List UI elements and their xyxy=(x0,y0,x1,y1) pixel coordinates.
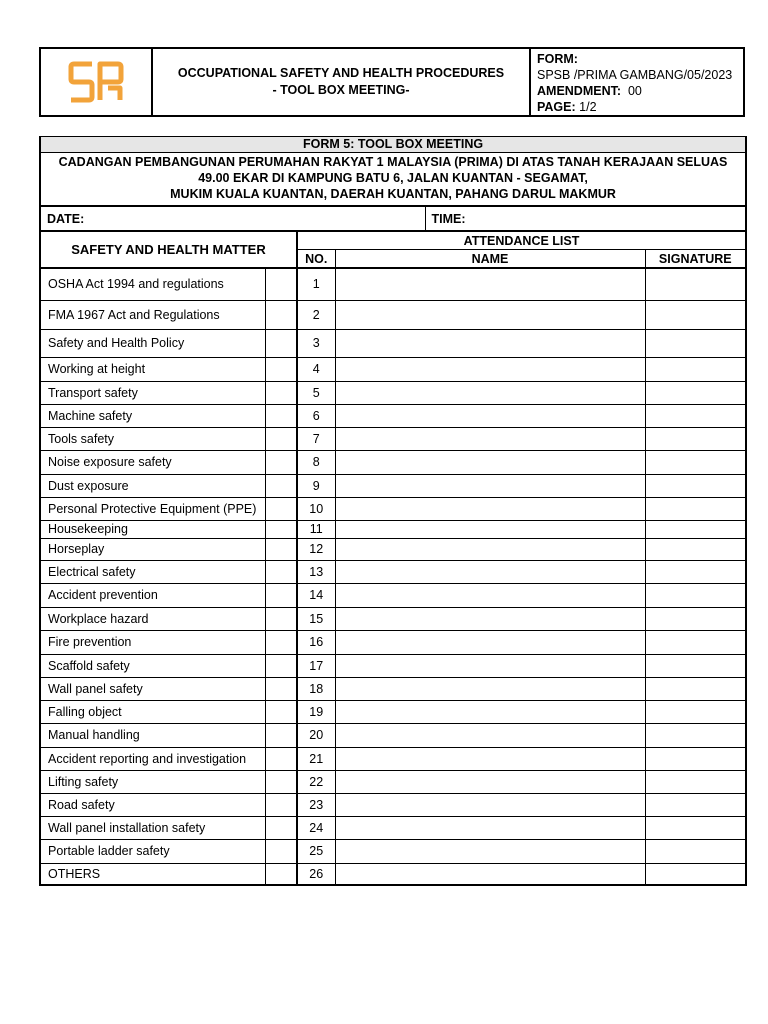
form-code: SPSB /PRIMA GAMBANG/05/2023 xyxy=(537,68,733,82)
matter-check-cell[interactable] xyxy=(265,560,297,583)
document-info xyxy=(531,49,743,115)
project-title-line3: MUKIM KUALA KUANTAN, DAERAH KUANTAN, PAHANG DARUL MAKMUR xyxy=(170,187,616,201)
table-row xyxy=(40,474,746,497)
safety-matter-cell: Noise exposure safety xyxy=(40,450,265,474)
table-row xyxy=(40,770,746,793)
attendee-name-cell[interactable] xyxy=(335,607,645,630)
safety-matter-cell: Manual handling xyxy=(40,723,265,747)
attendee-name-cell[interactable] xyxy=(335,520,645,538)
table-row xyxy=(40,381,746,404)
attendee-signature-cell[interactable] xyxy=(645,560,746,583)
safety-matter-cell: Accident reporting and investigation xyxy=(40,747,265,770)
attendee-number-cell: 11 xyxy=(297,520,335,538)
attendee-name-cell[interactable] xyxy=(335,474,645,497)
safety-matter-cell: OSHA Act 1994 and regulations xyxy=(40,268,265,300)
safety-matter-cell: FMA 1967 Act and Regulations xyxy=(40,300,265,329)
attendee-number-cell: 13 xyxy=(297,560,335,583)
safety-matter-cell: Personal Protective Equipment (PPE) xyxy=(40,497,265,520)
matter-check-cell[interactable] xyxy=(265,677,297,700)
attendee-number-cell: 24 xyxy=(297,816,335,839)
safety-matter-cell: Portable ladder safety xyxy=(40,839,265,863)
attendee-name-cell[interactable] xyxy=(335,404,645,427)
matter-check-cell[interactable] xyxy=(265,747,297,770)
safety-matter-cell: Machine safety xyxy=(40,404,265,427)
attendee-number-cell: 6 xyxy=(297,404,335,427)
attendee-signature-cell[interactable] xyxy=(645,357,746,381)
attendee-signature-cell[interactable] xyxy=(645,677,746,700)
matter-check-cell[interactable] xyxy=(265,381,297,404)
table-row xyxy=(40,630,746,654)
table-row xyxy=(40,583,746,607)
attendee-signature-cell[interactable] xyxy=(645,381,746,404)
safety-matter-cell: Scaffold safety xyxy=(40,654,265,677)
company-logo xyxy=(41,49,153,115)
attendee-name-cell[interactable] xyxy=(335,381,645,404)
amendment-value: 00 xyxy=(627,84,642,98)
attendee-signature-cell[interactable] xyxy=(645,474,746,497)
attendee-number-cell: 9 xyxy=(297,474,335,497)
matter-check-cell[interactable] xyxy=(265,268,297,300)
safety-matter-cell: Workplace hazard xyxy=(40,607,265,630)
attendee-signature-cell[interactable] xyxy=(645,538,746,560)
safety-matter-cell: Safety and Health Policy xyxy=(40,329,265,357)
table-row xyxy=(40,538,746,560)
matter-check-cell[interactable] xyxy=(265,839,297,863)
sp-logo-icon xyxy=(67,59,125,105)
matter-check-cell[interactable] xyxy=(265,654,297,677)
attendee-signature-cell[interactable] xyxy=(645,497,746,520)
form-title: FORM 5: TOOL BOX MEETING xyxy=(40,137,746,153)
attendee-number-cell: 18 xyxy=(297,677,335,700)
matter-check-cell[interactable] xyxy=(265,357,297,381)
name-column-header: NAME xyxy=(335,250,645,269)
attendee-number-cell: 19 xyxy=(297,700,335,723)
safety-matter-header: SAFETY AND HEALTH MATTER xyxy=(40,231,297,268)
safety-matter-cell: Road safety xyxy=(40,793,265,816)
table-row xyxy=(40,450,746,474)
matter-check-cell[interactable] xyxy=(265,793,297,816)
attendee-name-cell[interactable] xyxy=(335,427,645,450)
table-row xyxy=(40,723,746,747)
project-title-line1: CADANGAN PEMBANGUNAN PERUMAHAN RAKYAT 1 MALAYSIA (PRIMA) DI ATAS TANAH KERAJAAN SELUAS xyxy=(58,155,728,169)
table-row xyxy=(40,520,746,538)
safety-matter-cell: Tools safety xyxy=(40,427,265,450)
attendee-number-cell: 8 xyxy=(297,450,335,474)
matter-check-cell[interactable] xyxy=(265,474,297,497)
attendee-signature-cell[interactable] xyxy=(645,700,746,723)
attendee-name-cell[interactable] xyxy=(335,723,645,747)
attendee-name-cell[interactable] xyxy=(335,839,645,863)
safety-matter-cell: Falling object xyxy=(40,700,265,723)
attendee-signature-cell[interactable] xyxy=(645,404,746,427)
attendee-signature-cell[interactable] xyxy=(645,654,746,677)
matter-check-cell[interactable] xyxy=(265,520,297,538)
attendee-number-cell: 14 xyxy=(297,583,335,607)
safety-matter-cell: Wall panel installation safety xyxy=(40,816,265,839)
attendee-signature-cell[interactable] xyxy=(645,747,746,770)
attendee-number-cell: 7 xyxy=(297,427,335,450)
procedure-title-line2: - TOOL BOX MEETING- xyxy=(272,83,410,97)
attendee-name-cell[interactable] xyxy=(335,770,645,793)
attendee-name-cell[interactable] xyxy=(335,357,645,381)
table-row xyxy=(40,793,746,816)
attendee-number-cell: 25 xyxy=(297,839,335,863)
attendee-name-cell[interactable] xyxy=(335,747,645,770)
attendee-signature-cell[interactable] xyxy=(645,839,746,863)
matter-check-cell[interactable] xyxy=(265,497,297,520)
table-row xyxy=(40,427,746,450)
table-row xyxy=(40,607,746,630)
matter-check-cell[interactable] xyxy=(265,816,297,839)
table-row xyxy=(40,747,746,770)
attendee-signature-cell[interactable] xyxy=(645,793,746,816)
attendee-signature-cell[interactable] xyxy=(645,268,746,300)
table-row xyxy=(40,329,746,357)
matter-check-cell[interactable] xyxy=(265,583,297,607)
attendee-number-cell: 16 xyxy=(297,630,335,654)
matter-check-cell[interactable] xyxy=(265,607,297,630)
attendee-number-cell: 5 xyxy=(297,381,335,404)
table-row xyxy=(40,268,746,300)
project-title-line2: 49.00 EKAR DI KAMPUNG BATU 6, JALAN KUANTAN - SEGAMAT, xyxy=(198,171,588,185)
safety-matter-cell: Lifting safety xyxy=(40,770,265,793)
attendee-signature-cell[interactable] xyxy=(645,329,746,357)
attendee-number-cell: 22 xyxy=(297,770,335,793)
page-value: 1/2 xyxy=(579,100,597,114)
attendee-number-cell: 15 xyxy=(297,607,335,630)
attendee-number-cell: 2 xyxy=(297,300,335,329)
matter-check-cell[interactable] xyxy=(265,427,297,450)
attendee-number-cell: 26 xyxy=(297,863,335,885)
matter-check-cell[interactable] xyxy=(265,404,297,427)
matter-check-cell[interactable] xyxy=(265,538,297,560)
matter-check-cell[interactable] xyxy=(265,300,297,329)
attendee-signature-cell[interactable] xyxy=(645,816,746,839)
attendee-number-cell: 21 xyxy=(297,747,335,770)
matter-check-cell[interactable] xyxy=(265,329,297,357)
attendee-name-cell[interactable] xyxy=(335,497,645,520)
attendee-signature-cell[interactable] xyxy=(645,520,746,538)
attendee-name-cell[interactable] xyxy=(335,793,645,816)
attendee-signature-cell[interactable] xyxy=(645,427,746,450)
attendee-name-cell[interactable] xyxy=(335,560,645,583)
attendee-name-cell[interactable] xyxy=(335,583,645,607)
attendee-signature-cell[interactable] xyxy=(645,723,746,747)
attendee-name-cell[interactable] xyxy=(335,538,645,560)
matter-check-cell[interactable] xyxy=(265,450,297,474)
attendee-signature-cell[interactable] xyxy=(645,300,746,329)
attendee-name-cell[interactable] xyxy=(335,863,645,885)
form-label: FORM: xyxy=(537,52,578,66)
attendee-name-cell[interactable] xyxy=(335,329,645,357)
table-row xyxy=(40,357,746,381)
date-field[interactable] xyxy=(40,206,425,231)
attendee-name-cell[interactable] xyxy=(335,677,645,700)
attendee-name-cell[interactable] xyxy=(335,268,645,300)
document-header xyxy=(39,47,745,117)
attendance-list-header: ATTENDANCE LIST xyxy=(297,231,746,250)
safety-matter-cell: Electrical safety xyxy=(40,560,265,583)
matter-check-cell[interactable] xyxy=(265,770,297,793)
table-row xyxy=(40,677,746,700)
table-row xyxy=(40,816,746,839)
attendee-number-cell: 10 xyxy=(297,497,335,520)
attendee-name-cell[interactable] xyxy=(335,300,645,329)
time-label: TIME: xyxy=(431,211,466,226)
matter-check-cell[interactable] xyxy=(265,630,297,654)
attendee-number-cell: 4 xyxy=(297,357,335,381)
table-row xyxy=(40,839,746,863)
procedure-title-line1: OCCUPATIONAL SAFETY AND HEALTH PROCEDURES xyxy=(177,66,505,80)
toolbox-meeting-form xyxy=(39,136,747,886)
attendee-number-cell: 20 xyxy=(297,723,335,747)
page-label: PAGE: xyxy=(537,100,576,114)
time-field[interactable] xyxy=(425,206,746,231)
attendee-number-cell: 1 xyxy=(297,268,335,300)
matter-check-cell[interactable] xyxy=(265,700,297,723)
safety-matter-cell: Housekeeping xyxy=(40,520,265,538)
attendee-name-cell[interactable] xyxy=(335,450,645,474)
attendee-name-cell[interactable] xyxy=(335,816,645,839)
attendee-signature-cell[interactable] xyxy=(645,583,746,607)
table-row xyxy=(40,300,746,329)
attendee-number-cell: 23 xyxy=(297,793,335,816)
attendee-signature-cell[interactable] xyxy=(645,863,746,885)
table-row xyxy=(40,404,746,427)
safety-matter-cell: OTHERS xyxy=(40,863,265,885)
attendee-signature-cell[interactable] xyxy=(645,450,746,474)
safety-matter-cell: Accident prevention xyxy=(40,583,265,607)
no-column-header: NO. xyxy=(297,250,335,269)
table-row xyxy=(40,497,746,520)
table-row xyxy=(40,700,746,723)
attendee-number-cell: 12 xyxy=(297,538,335,560)
attendee-name-cell[interactable] xyxy=(335,700,645,723)
safety-matter-cell: Horseplay xyxy=(40,538,265,560)
matter-check-cell[interactable] xyxy=(265,863,297,885)
table-row xyxy=(40,654,746,677)
amendment-label: AMENDMENT: xyxy=(537,84,622,98)
attendee-signature-cell[interactable] xyxy=(645,607,746,630)
table-row xyxy=(40,560,746,583)
attendee-number-cell: 17 xyxy=(297,654,335,677)
safety-matter-cell: Wall panel safety xyxy=(40,677,265,700)
attendee-number-cell: 3 xyxy=(297,329,335,357)
date-label: DATE: xyxy=(47,211,85,226)
procedure-title xyxy=(153,49,531,115)
signature-column-header: SIGNATURE xyxy=(645,250,746,269)
project-title xyxy=(40,153,746,207)
safety-matter-cell: Working at height xyxy=(40,357,265,381)
safety-matter-cell: Transport safety xyxy=(40,381,265,404)
attendee-signature-cell[interactable] xyxy=(645,770,746,793)
safety-matter-cell: Fire prevention xyxy=(40,630,265,654)
matter-check-cell[interactable] xyxy=(265,723,297,747)
attendee-signature-cell[interactable] xyxy=(645,630,746,654)
attendee-name-cell[interactable] xyxy=(335,654,645,677)
table-row xyxy=(40,863,746,885)
attendee-name-cell[interactable] xyxy=(335,630,645,654)
safety-matter-cell: Dust exposure xyxy=(40,474,265,497)
